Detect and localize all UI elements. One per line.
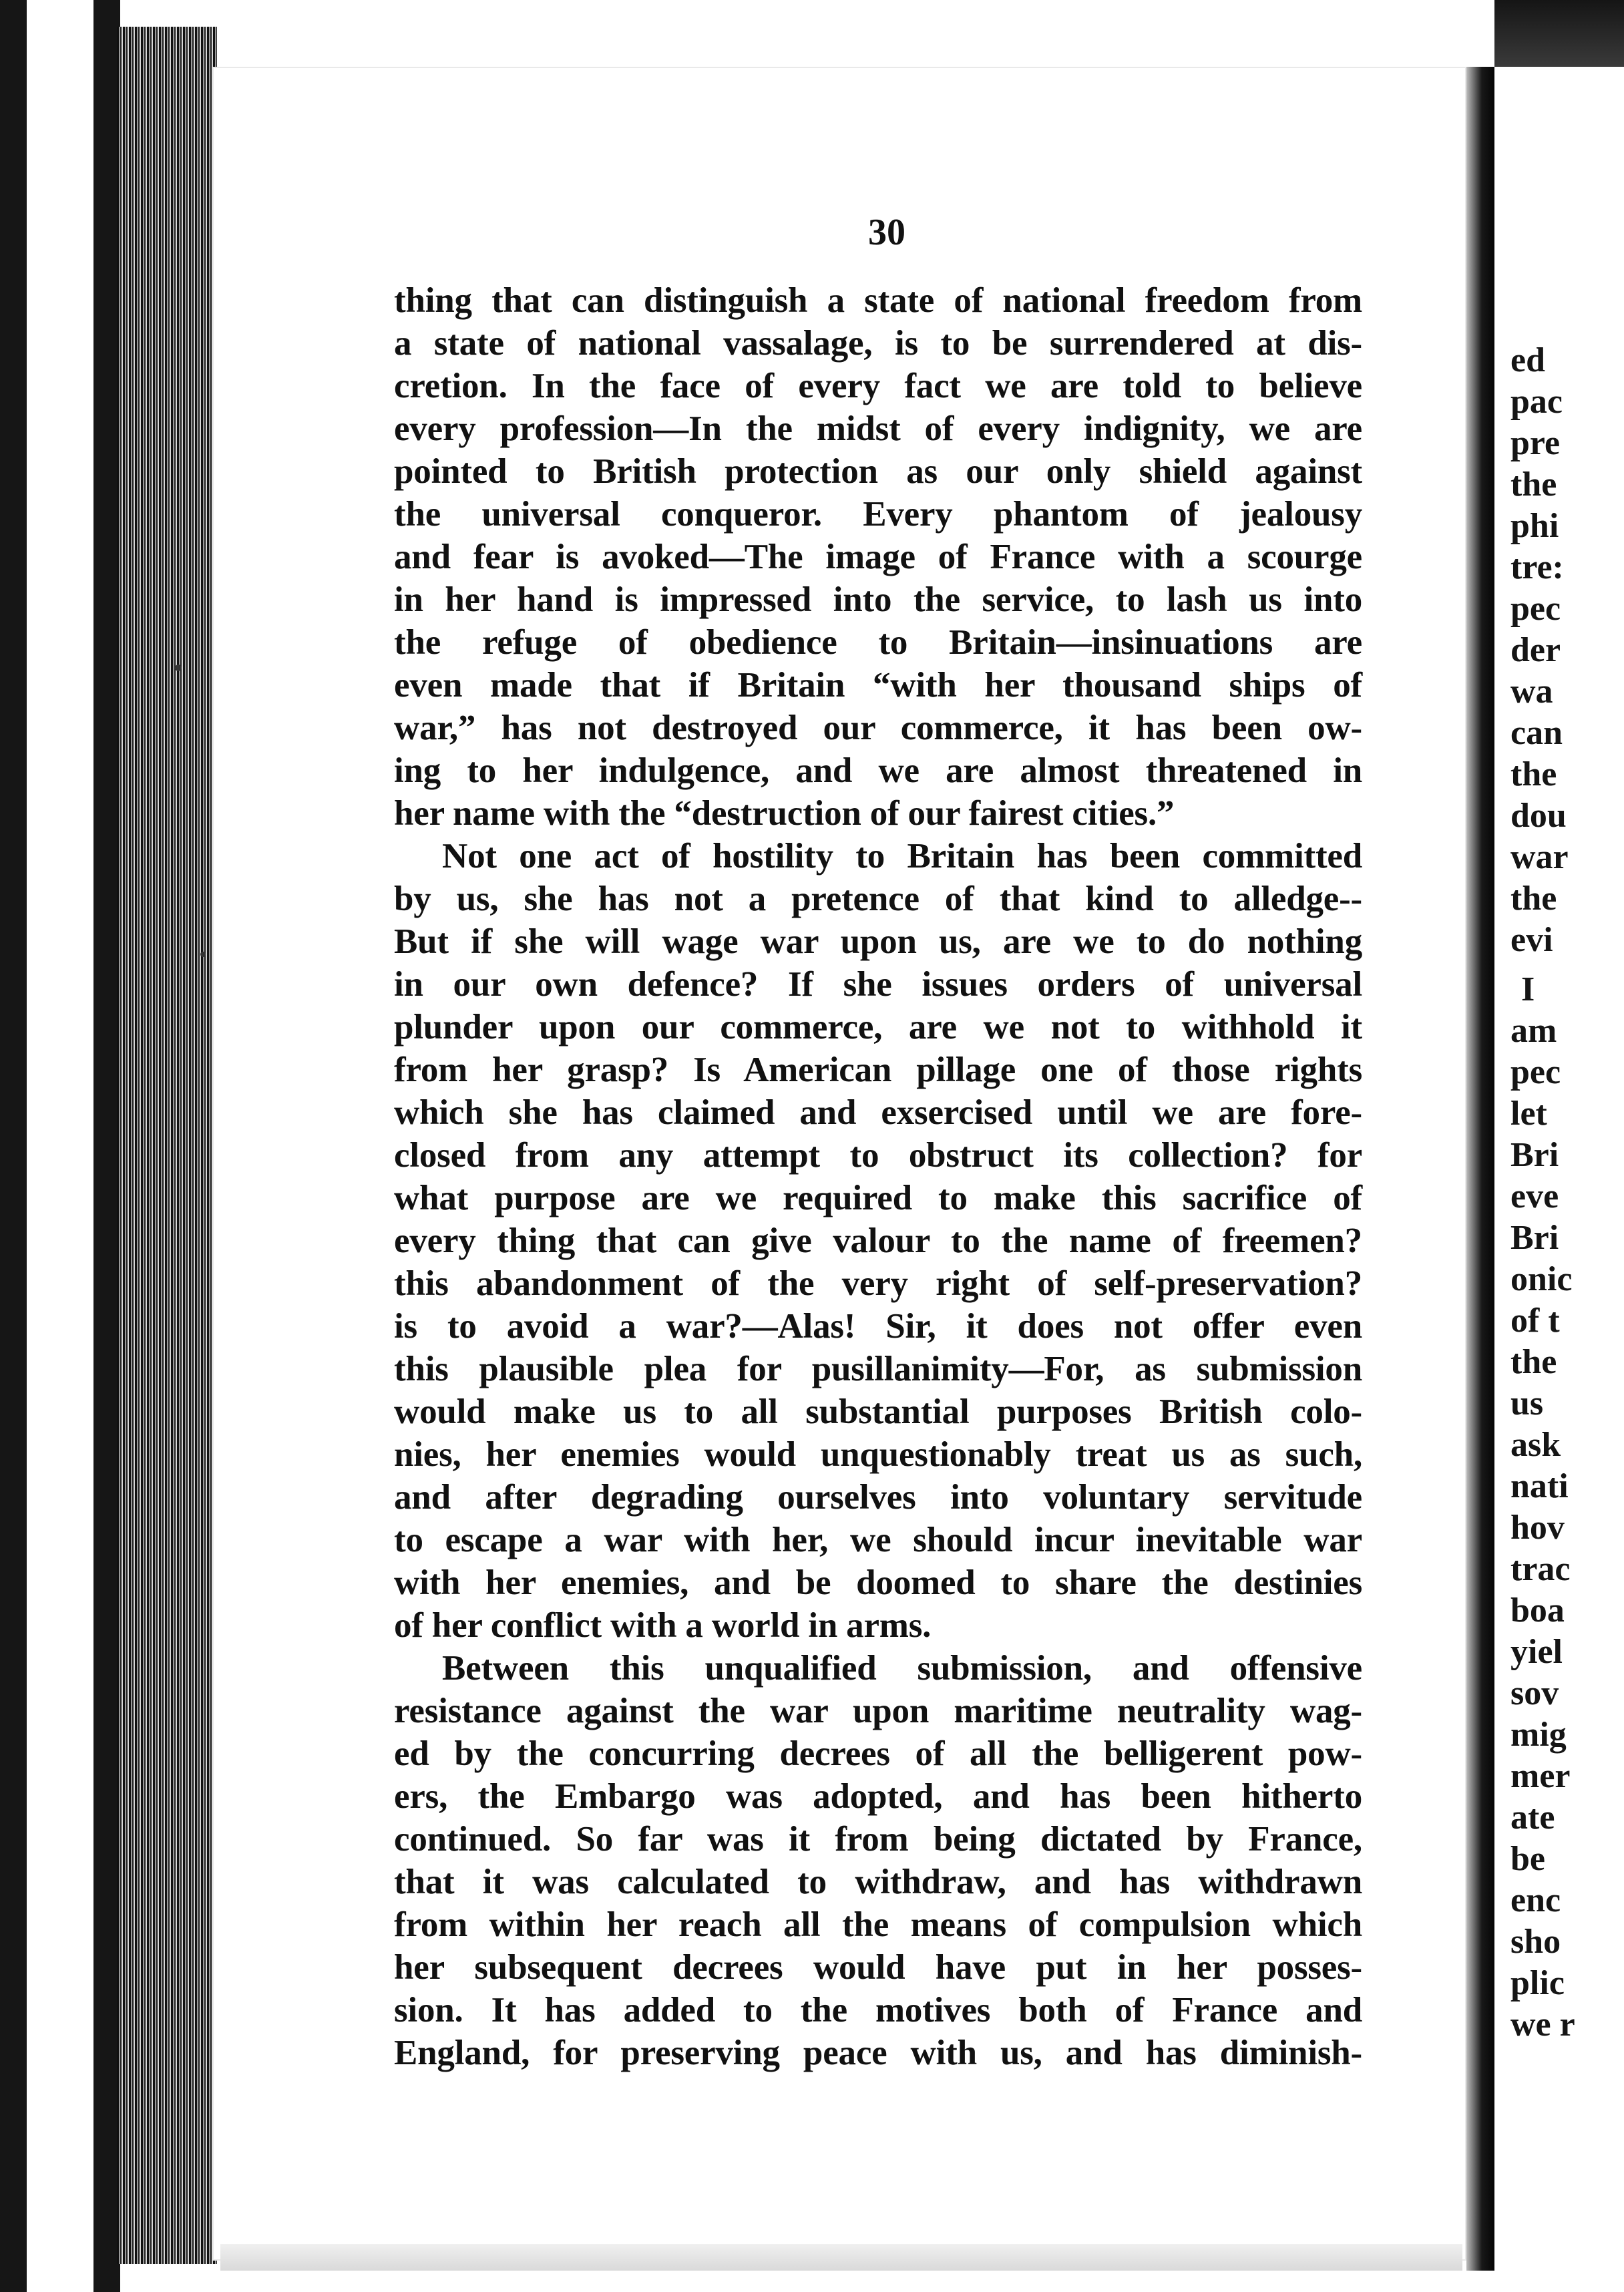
text-line: to escape a war with her, we should incur inevitable war bbox=[394, 1521, 1362, 1559]
page-edges bbox=[117, 27, 217, 2264]
text-line: her name with the “destruction of our fairest cities.” bbox=[394, 794, 1175, 833]
text-line: this abandonment of the very right of self-preservation? bbox=[394, 1264, 1362, 1303]
text-line: even made that if Britain “with her thousand ships of bbox=[394, 666, 1362, 705]
facing-page-fragment: mer bbox=[1510, 1757, 1571, 1795]
text-line: Between this unqualified submission, and offensive bbox=[442, 1649, 1362, 1688]
facing-page-fragment: pec bbox=[1510, 590, 1561, 628]
text-line: resistance against the war upon maritime neutrality wag- bbox=[394, 1692, 1362, 1730]
text-line: ed by the concurring decrees of all the belligerent pow- bbox=[394, 1734, 1362, 1773]
text-line: war,” has not destroyed our commerce, it has been ow- bbox=[394, 709, 1362, 747]
page-body-text bbox=[394, 279, 1362, 2074]
text-line: by us, she has not a pretence of that kind to alledge-- bbox=[394, 880, 1362, 918]
text-line: the refuge of obedience to Britain—insinuations are bbox=[394, 623, 1362, 662]
text-line: in her hand is impressed into the service, to lash us into bbox=[394, 580, 1362, 619]
text-line: every thing that can give valour to the name of freemen? bbox=[394, 1221, 1362, 1260]
facing-page-fragment: the bbox=[1510, 755, 1557, 793]
text-line: every profession—In the midst of every indignity, we are bbox=[394, 409, 1362, 448]
facing-page-fragment: I bbox=[1521, 970, 1535, 1008]
facing-page-fragment: of t bbox=[1510, 1302, 1560, 1340]
text-line: ing to her indulgence, and we are almost threatened in bbox=[394, 751, 1362, 790]
text-line: the universal conqueror. Every phantom of jealousy bbox=[394, 495, 1362, 534]
facing-page-fragment: sho bbox=[1510, 1923, 1561, 1961]
facing-page-fragment: trac bbox=[1510, 1550, 1571, 1588]
text-line: is to avoid a war?—Alas! Sir, it does not offer even bbox=[394, 1307, 1362, 1346]
facing-page-fragment: us bbox=[1510, 1384, 1544, 1422]
facing-page-fragment: nati bbox=[1510, 1467, 1569, 1505]
facing-page-fragment: sov bbox=[1510, 1674, 1559, 1712]
text-line: and after degrading ourselves into voluntary servitude bbox=[394, 1478, 1362, 1517]
facing-page-fragment: der bbox=[1510, 631, 1561, 669]
text-line: that it was calculated to withdraw, and has withdrawn bbox=[394, 1863, 1362, 1901]
text-line: closed from any attempt to obstruct its collection? for bbox=[394, 1136, 1362, 1175]
facing-page-fragment: pre bbox=[1510, 424, 1561, 462]
facing-page-fragment: war bbox=[1510, 838, 1569, 876]
text-line: her subsequent decrees would have put in her posses- bbox=[394, 1948, 1362, 1987]
facing-page-fragment: enc bbox=[1510, 1881, 1561, 1919]
facing-page-fragment: phi bbox=[1510, 507, 1559, 545]
facing-page-fragment: onic bbox=[1510, 1260, 1573, 1298]
text-line: But if she will wage war upon us, are we to do nothing bbox=[394, 922, 1362, 961]
text-line: what purpose are we required to make this sacrifice of bbox=[394, 1179, 1362, 1217]
facing-page-fragment: yiel bbox=[1510, 1633, 1563, 1671]
text-line: from within her reach all the means of compulsion which bbox=[394, 1905, 1362, 1944]
facing-page-fragment: the bbox=[1510, 1343, 1557, 1381]
text-line: nies, her enemies would unquestionably treat us as such, bbox=[394, 1435, 1362, 1474]
page-gutter bbox=[1466, 67, 1494, 2271]
text-line: Not one act of hostility to Britain has been committed bbox=[442, 837, 1362, 876]
facing-page-fragment: ask bbox=[1510, 1426, 1561, 1464]
facing-page-fragment: the bbox=[1510, 880, 1557, 918]
facing-page bbox=[1494, 0, 1624, 2292]
text-line: a state of national vassalage, is to be surrendered at dis- bbox=[394, 324, 1362, 363]
text-line: of her conflict with a world in arms. bbox=[394, 1606, 932, 1645]
facing-page-fragment: evi bbox=[1510, 921, 1553, 959]
facing-page-fragment: boa bbox=[1510, 1591, 1565, 1630]
text-line: this plausible plea for pusillanimity—For, as submission bbox=[394, 1350, 1362, 1388]
facing-page-fragment: plic bbox=[1510, 1964, 1565, 2002]
facing-page-fragment: pac bbox=[1510, 383, 1563, 421]
facing-page-fragment: hov bbox=[1510, 1509, 1565, 1547]
facing-page-fragment: pec bbox=[1510, 1053, 1561, 1091]
facing-page-fragment: be bbox=[1510, 1840, 1545, 1878]
facing-page-fragment: tre: bbox=[1510, 548, 1564, 586]
text-line: plunder upon our commerce, are we not to withhold it bbox=[394, 1008, 1362, 1046]
facing-page-fragment: ed bbox=[1510, 341, 1545, 379]
facing-page-fragment: the bbox=[1510, 465, 1557, 504]
text-line: with her enemies, and be doomed to share the destinies bbox=[394, 1563, 1362, 1602]
facing-page-fragment: mig bbox=[1510, 1716, 1567, 1754]
text-line: which she has claimed and exsercised until we are fore- bbox=[394, 1093, 1362, 1132]
facing-page-fragment: Bri bbox=[1510, 1219, 1559, 1257]
page-bottom-edge bbox=[220, 2244, 1462, 2271]
facing-page-fragment: dou bbox=[1510, 797, 1567, 835]
facing-page-fragment: Bri bbox=[1510, 1136, 1559, 1174]
text-line: and fear is avoked—The image of France with a scourge bbox=[394, 538, 1362, 576]
page-number: 30 bbox=[868, 212, 905, 253]
book-binding-edge bbox=[0, 0, 220, 2292]
facing-page-fragment: can bbox=[1510, 714, 1563, 752]
facing-page-fragment: we r bbox=[1510, 2006, 1575, 2044]
text-line: pointed to British protection as our only shield against bbox=[394, 452, 1362, 491]
scan-speck bbox=[200, 952, 206, 957]
text-line: thing that can distinguish a state of national freedom from bbox=[394, 281, 1362, 320]
facing-page-fragment: let bbox=[1510, 1095, 1547, 1133]
facing-page-fragment: wa bbox=[1510, 673, 1553, 711]
text-line: ers, the Embargo was adopted, and has been hitherto bbox=[394, 1777, 1362, 1816]
facing-page-fragment: am bbox=[1510, 1012, 1557, 1050]
text-line: continued. So far was it from being dictated by France, bbox=[394, 1820, 1362, 1859]
text-line: cretion. In the face of every fact we are told to believe bbox=[394, 367, 1362, 405]
text-line: in our own defence? If she issues orders of universal bbox=[394, 965, 1362, 1004]
facing-page-fragment: ate bbox=[1510, 1798, 1555, 1837]
facing-page-fragment: eve bbox=[1510, 1177, 1559, 1215]
text-line: would make us to all substantial purposes British colo- bbox=[394, 1392, 1362, 1431]
text-line: England, for preserving peace with us, and has diminish- bbox=[394, 2034, 1362, 2072]
text-line: sion. It has added to the motives both of France and bbox=[394, 1991, 1362, 2030]
text-line: from her grasp? Is American pillage one of those rights bbox=[394, 1050, 1362, 1089]
scan-speck bbox=[175, 664, 182, 671]
